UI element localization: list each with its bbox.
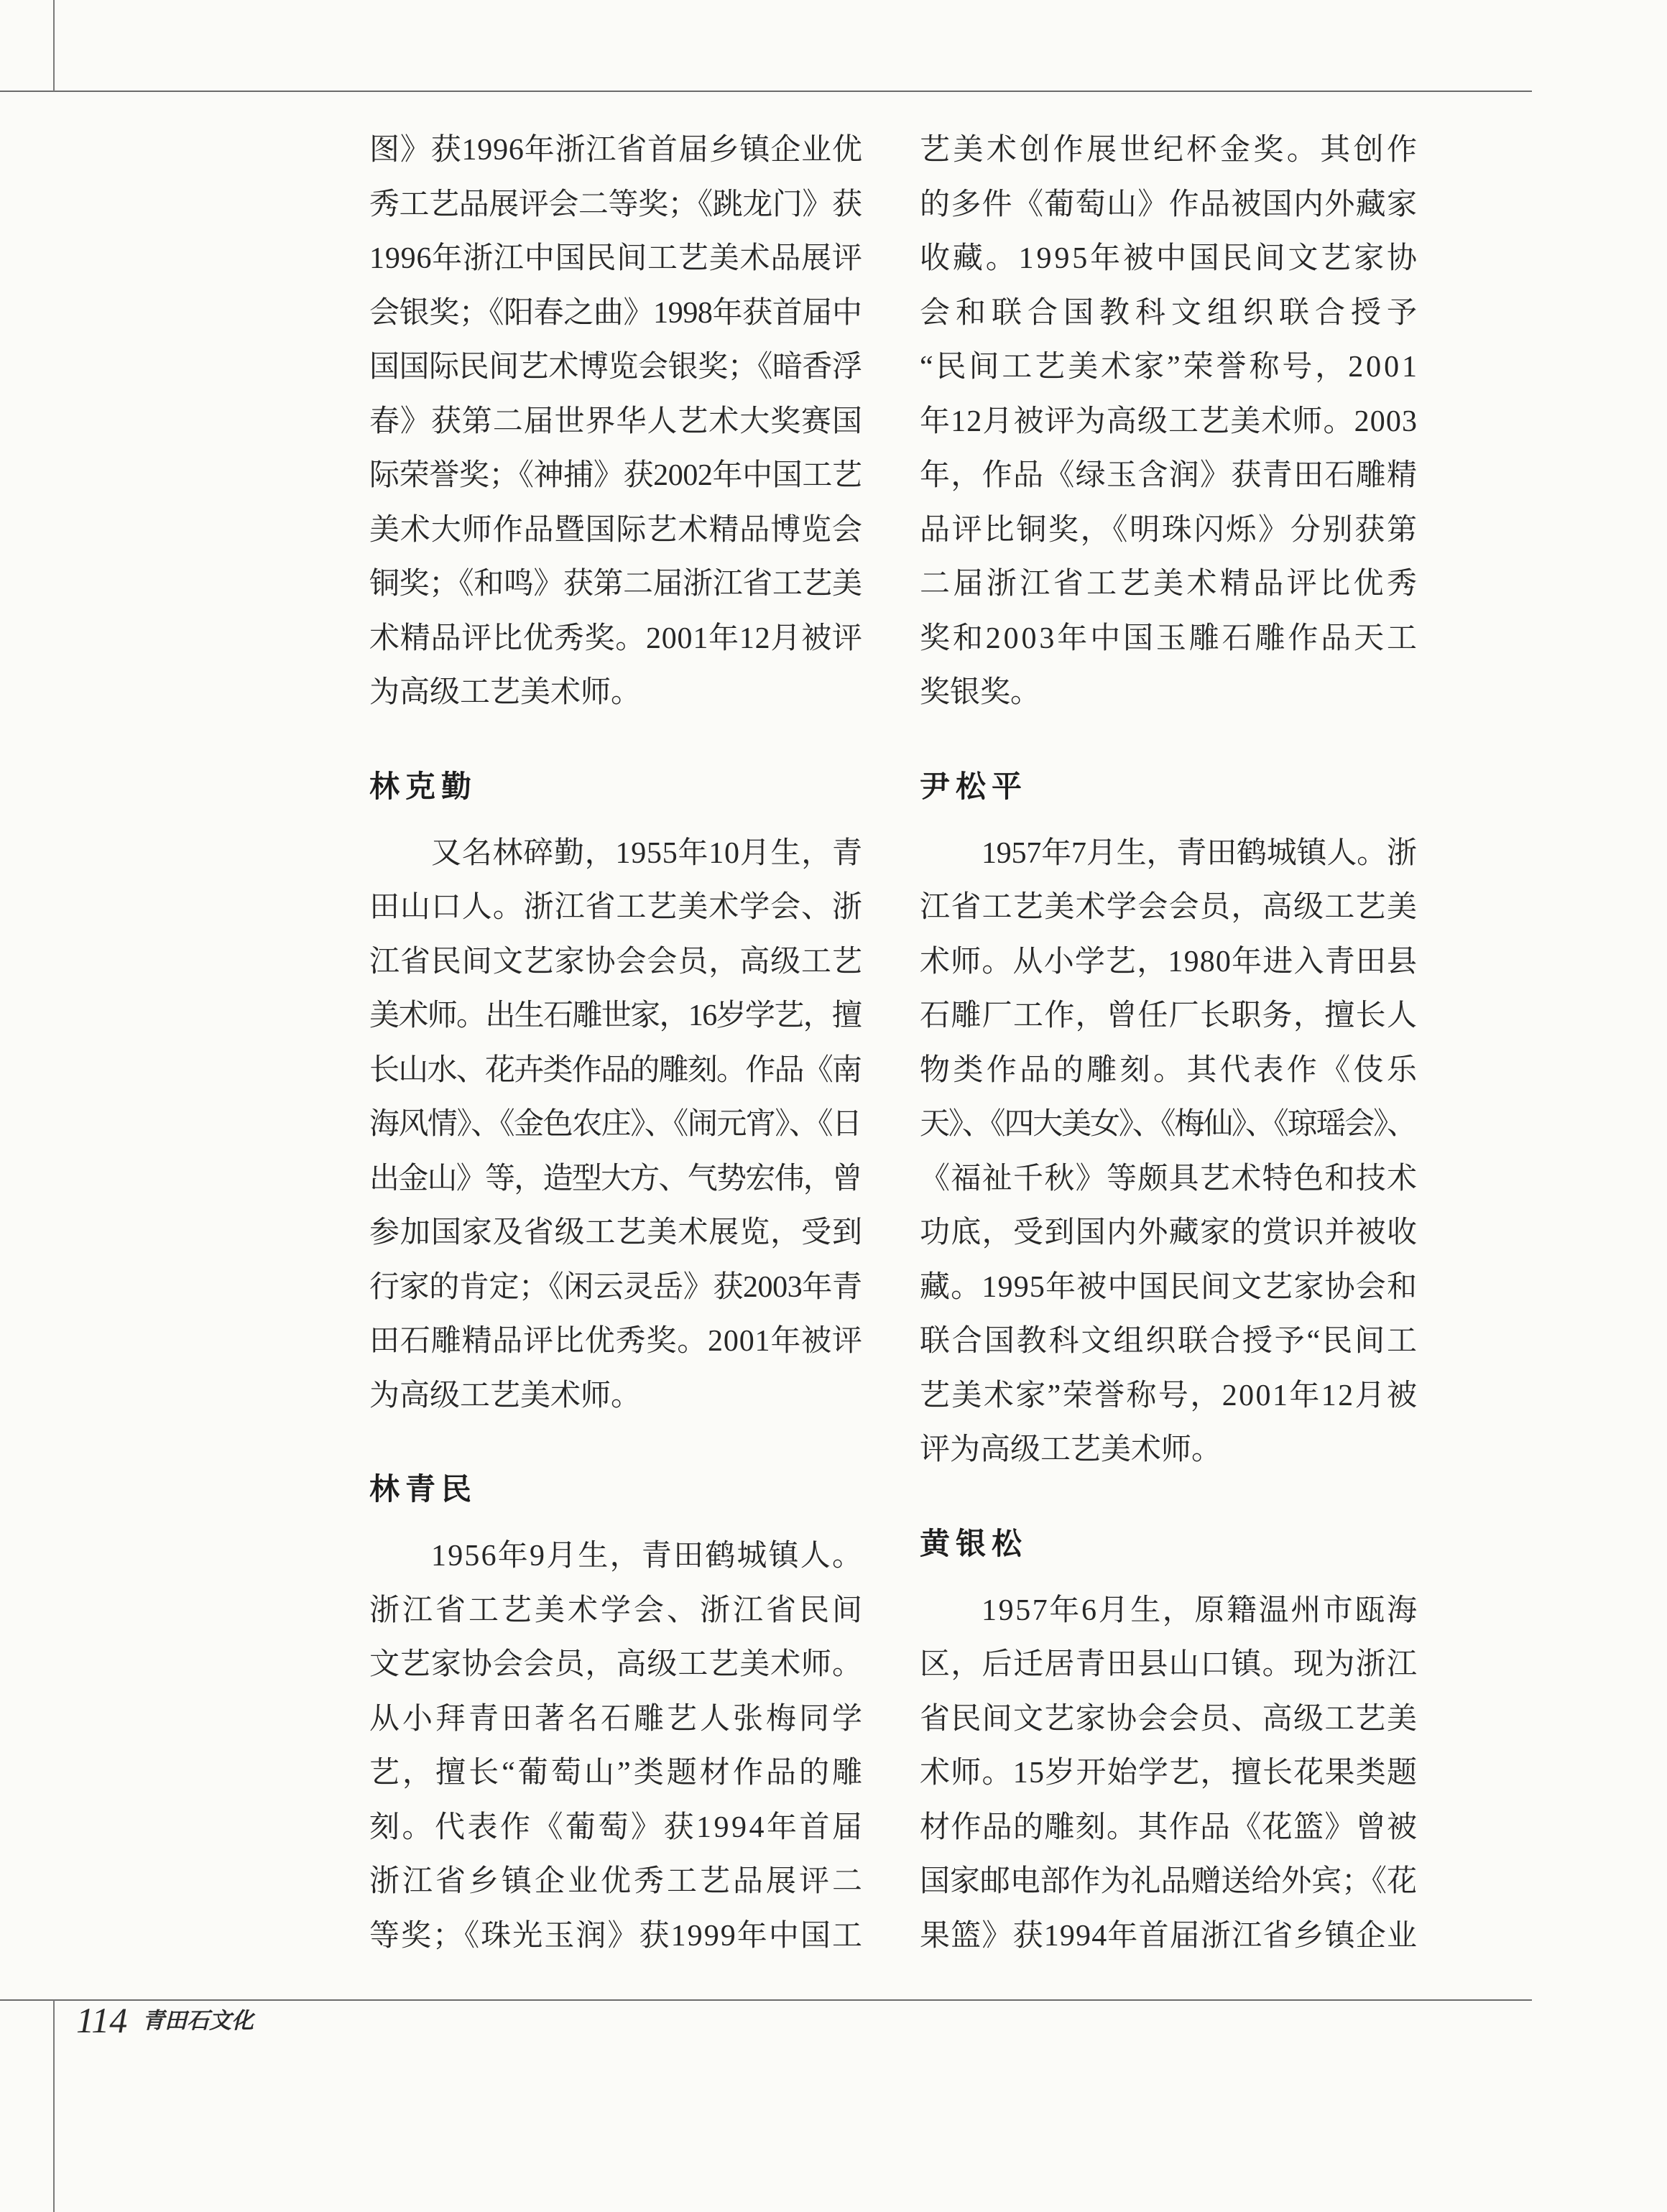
text-line: 品评比铜奖，《明珠闪烁》分别获第 bbox=[920, 513, 1419, 547]
text-line: 图》获1996年浙江省首届乡镇企业优 bbox=[369, 134, 863, 167]
text-line: 国家邮电部作为礼品赠送给外宾；《花 bbox=[920, 1865, 1417, 1898]
text-line: 术精品评比优秀奖。2001年12月被评 bbox=[369, 621, 863, 655]
text-line: 1956年9月生，青田鹤城镇人。 bbox=[431, 1540, 864, 1573]
text-line: 文艺家协会会员，高级工艺美术师。 bbox=[369, 1648, 863, 1681]
text-line: 田石雕精品评比优秀奖。2001年被评 bbox=[369, 1325, 863, 1358]
text-line: 天》、《四大美女》、《梅仙》、《琼瑶会》、 bbox=[920, 1108, 1416, 1141]
text-line: 《福祉千秋》等颇具艺术特色和技术 bbox=[920, 1162, 1418, 1195]
text-line: 区，后迁居青田县山口镇。现为浙江 bbox=[920, 1648, 1418, 1681]
text-line: 刻。代表作《葡萄》获1994年首届 bbox=[369, 1810, 865, 1844]
text-line: 江省工艺美术学会会员，高级工艺美 bbox=[920, 891, 1418, 924]
text-line: 艺，擅长“葡萄山”类题材作品的雕 bbox=[369, 1757, 866, 1790]
text-line: 会和联合国教科文组织联合授予 bbox=[920, 296, 1423, 330]
text-line: 浙江省乡镇企业优秀工艺品展评二 bbox=[369, 1865, 865, 1898]
text-line: 省民间文艺家协会会员、高级工艺美 bbox=[920, 1702, 1418, 1736]
text-line: 术师。15岁开始学艺，擅长花果类题 bbox=[920, 1757, 1418, 1790]
text-line: 行家的肯定；《闲云灵岳》获2003年青 bbox=[369, 1270, 862, 1304]
text-line: 评为高级工艺美术师。 bbox=[920, 1433, 1222, 1466]
text-line: 际荣誉奖；《神捕》获2002年中国工艺 bbox=[369, 459, 862, 492]
text-line: 为高级工艺美术师。 bbox=[369, 1379, 642, 1412]
text-line: 田山口人。浙江省工艺美术学会、浙 bbox=[369, 891, 863, 924]
text-line: 春》获第二届世界华人艺术大奖赛国 bbox=[369, 404, 863, 438]
crop-mark-top bbox=[53, 0, 55, 91]
text-line: 材作品的雕刻。其作品《花篮》曾被 bbox=[920, 1810, 1418, 1844]
text-line: 江省民间文艺家协会会员，高级工艺 bbox=[369, 945, 863, 978]
text-line: 国国际民间艺术博览会银奖；《暗香浮 bbox=[369, 351, 862, 384]
left-column bbox=[369, 124, 866, 1963]
text-line: 等奖；《珠光玉润》获1999年中国工 bbox=[369, 1919, 864, 1953]
text-line: 二届浙江省工艺美术精品评比优秀 bbox=[920, 568, 1421, 601]
text-line: 果篮》获1994年首届浙江省乡镇企业 bbox=[920, 1919, 1418, 1953]
text-line: 功底，受到国内外藏家的赏识并被收 bbox=[920, 1216, 1418, 1249]
text-line: 术师。从小学艺，1980年进入青田县 bbox=[920, 945, 1418, 978]
right-column bbox=[920, 124, 1423, 1963]
text-line: 铜奖；《和鸣》获第二届浙江省工艺美 bbox=[369, 568, 862, 601]
text-line: 海风情》、《金色农庄》、《闹元宵》、《日 bbox=[369, 1108, 862, 1141]
text-line: 秀工艺品展评会二等奖；《跳龙门》获 bbox=[369, 188, 862, 221]
header-rule bbox=[0, 91, 1532, 92]
text-line: 联合国教科文组织联合授予“民间工 bbox=[920, 1325, 1419, 1358]
text-line: 浙江省工艺美术学会、浙江省民间 bbox=[369, 1593, 865, 1627]
text-line: “民间工艺美术家”荣誉称号，2001 bbox=[920, 351, 1420, 384]
text-line: 年，作品《绿玉含润》获青田石雕精 bbox=[920, 459, 1418, 492]
text-line: 美术大师作品暨国际艺术精品博览会 bbox=[369, 513, 863, 547]
text-line: 物类作品的雕刻。其代表作《伎乐 bbox=[920, 1053, 1421, 1087]
text-line: 的多件《葡萄山》作品被国内外藏家 bbox=[920, 188, 1418, 221]
text-line: 藏。1995年被中国民间文艺家协会和 bbox=[920, 1270, 1418, 1304]
text-line: 为高级工艺美术师。 bbox=[369, 676, 642, 709]
text-line: 长山水、花卉类作品的雕刻。作品《南 bbox=[369, 1053, 862, 1087]
running-title: 青田石文化 bbox=[142, 2008, 254, 2033]
text-line: 又名林碎勤，1955年10月生，青 bbox=[431, 836, 863, 870]
text-line: 收藏。1995年被中国民间文艺家协 bbox=[920, 242, 1420, 275]
text-line: 从小拜青田著名石雕艺人张梅同学 bbox=[369, 1702, 865, 1736]
text-line: 1996年浙江中国民间工艺美术品展评 bbox=[369, 242, 863, 275]
text-line: 石雕厂工作，曾任厂长职务，擅长人 bbox=[920, 999, 1418, 1032]
text-line: 奖银奖。 bbox=[920, 676, 1041, 709]
text-line: 1957年7月生，青田鹤城镇人。浙 bbox=[982, 836, 1417, 870]
text-line: 年12月被评为高级工艺美术师。2003 bbox=[920, 404, 1418, 438]
text-line: 参加国家及省级工艺美术展览，受到 bbox=[369, 1216, 863, 1249]
bio-heading: 林青民 bbox=[369, 1472, 478, 1506]
text-line: 出金山》等，造型大方、气势宏伟，曾 bbox=[369, 1162, 862, 1195]
text-line: 美术师。出生石雕世家，16岁学艺，擅 bbox=[369, 999, 862, 1032]
bio-heading: 尹松平 bbox=[920, 769, 1028, 803]
text-line: 奖和2003年中国玉雕石雕作品天工 bbox=[920, 621, 1420, 655]
bio-heading: 林克勤 bbox=[369, 769, 478, 803]
text-line: 艺美术创作展世纪杯金奖。其创作 bbox=[920, 134, 1421, 167]
page-number: 114 bbox=[76, 2000, 128, 2040]
bio-heading: 黄银松 bbox=[920, 1526, 1028, 1560]
text-line: 会银奖；《阳春之曲》1998年获首届中 bbox=[369, 296, 862, 330]
footer-rule bbox=[0, 1999, 1532, 2001]
crop-mark-bottom bbox=[53, 2000, 55, 2212]
text-line: 1957年6月生，原籍温州市瓯海 bbox=[982, 1593, 1419, 1627]
text-line: 艺美术家”荣誉称号，2001年12月被 bbox=[920, 1379, 1419, 1412]
